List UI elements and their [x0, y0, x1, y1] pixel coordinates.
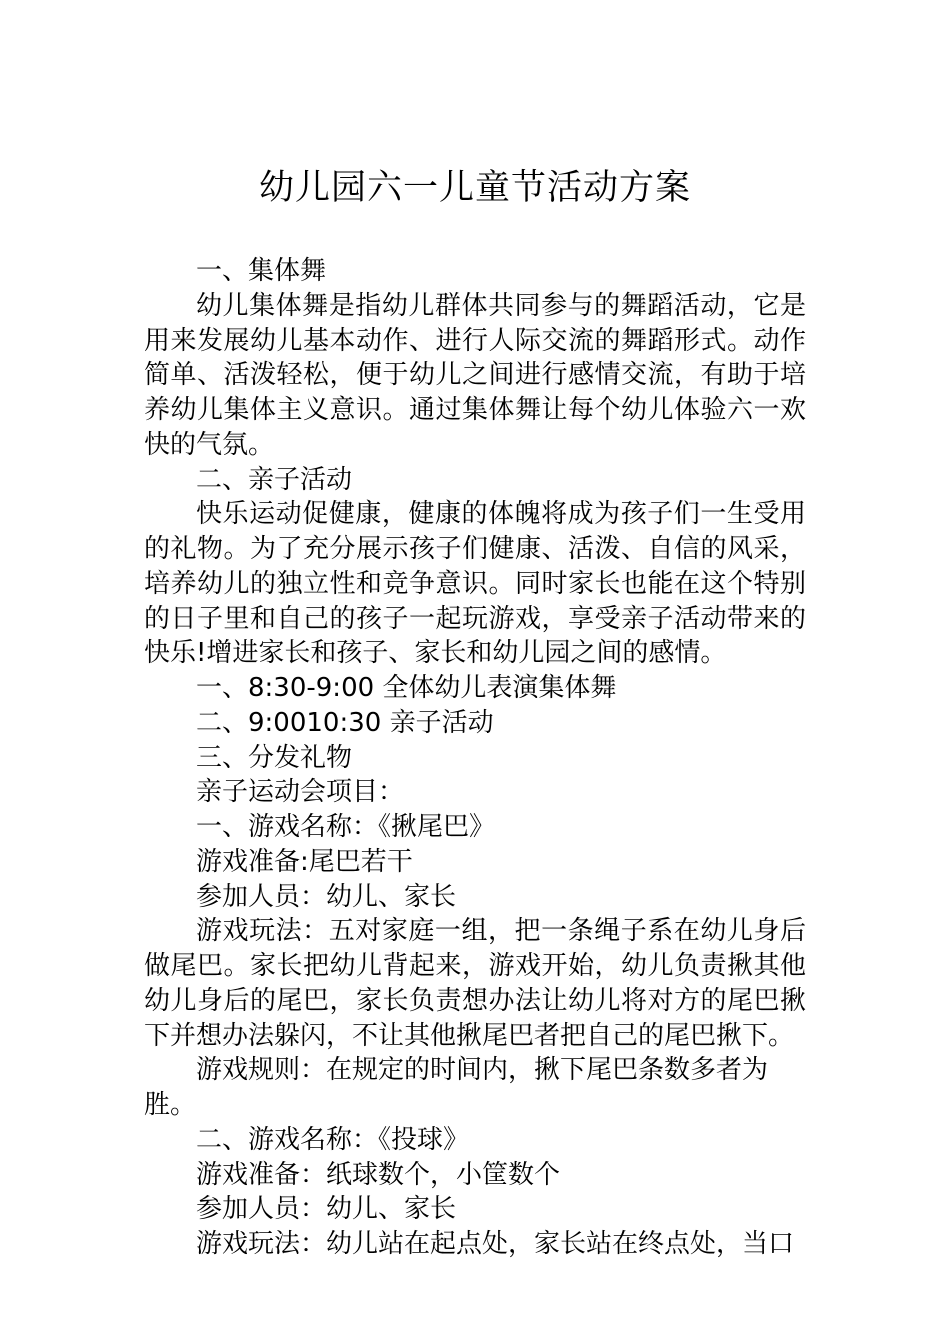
game-1-participants: 参加人员：幼儿、家长 [196, 881, 457, 912]
paragraph-dance-description: 幼儿集体舞是指幼儿群体共同参与的舞蹈活动，它是用来发展幼儿基本动作、进行人际交流的舞蹈形式。动作简单、活泼轻松，便于幼儿之间进行感情交流，有助于培养幼儿集体主义意识。通过集体舞让每个幼儿体验六一欢快的气氛。 [144, 290, 806, 460]
game-2-preparation: 游戏准备：纸球数个，小筐数个 [196, 1159, 561, 1190]
game-1-name: 一、游戏名称：《揪尾巴》 [196, 812, 496, 842]
section-heading-dance: 一、集体舞 [196, 256, 327, 286]
game-2-name: 二、游戏名称：《投球》 [196, 1124, 470, 1155]
schedule-item-1: 一、8:30-9:00 全体幼儿表演集体舞 [196, 673, 617, 703]
schedule-item-3: 三、分发礼物 [196, 742, 353, 773]
sports-items-heading: 亲子运动会项目： [196, 777, 405, 808]
game-2-participants: 参加人员：幼儿、家长 [196, 1194, 457, 1225]
game-2-method: 游戏玩法：幼儿站在起点处，家长站在终点处，当口 [196, 1229, 795, 1259]
game-1-rules: 游戏规则：在规定的时间内，揪下尾巴条数多者为胜。 [144, 1055, 769, 1120]
paragraph-parent-child-description: 快乐运动促健康，健康的体魄将成为孩子们一生受用的礼物。为了充分展示孩子们健康、活泼、自信的风采，培养幼儿的独立性和竞争意识。同时家长也能在这个特别的日子里和自己的孩子一起玩游戏，享受亲子活动带来的快乐!增进家长和孩子、家长和幼儿园之间的感情。 [144, 499, 806, 669]
section-heading-parent-child: 二、亲子活动 [196, 464, 353, 495]
game-1-method: 游戏玩法：五对家庭一组，把一条绳子系在幼儿身后做尾巴。家长把幼儿背起来，游戏开始，幼儿负责揪其他幼儿身后的尾巴，家长负责想办法让幼儿将对方的尾巴揪下并想办法躲闪，不让其他揪尾巴者把自己的尾巴揪下。 [144, 916, 806, 1051]
game-1-preparation: 游戏准备:尾巴若干 [196, 846, 413, 877]
document-body [144, 254, 806, 1262]
schedule-item-2: 二、9:0010:30 亲子活动 [196, 707, 494, 738]
document-title: 幼儿园六一儿童节活动方案 [258, 168, 691, 208]
